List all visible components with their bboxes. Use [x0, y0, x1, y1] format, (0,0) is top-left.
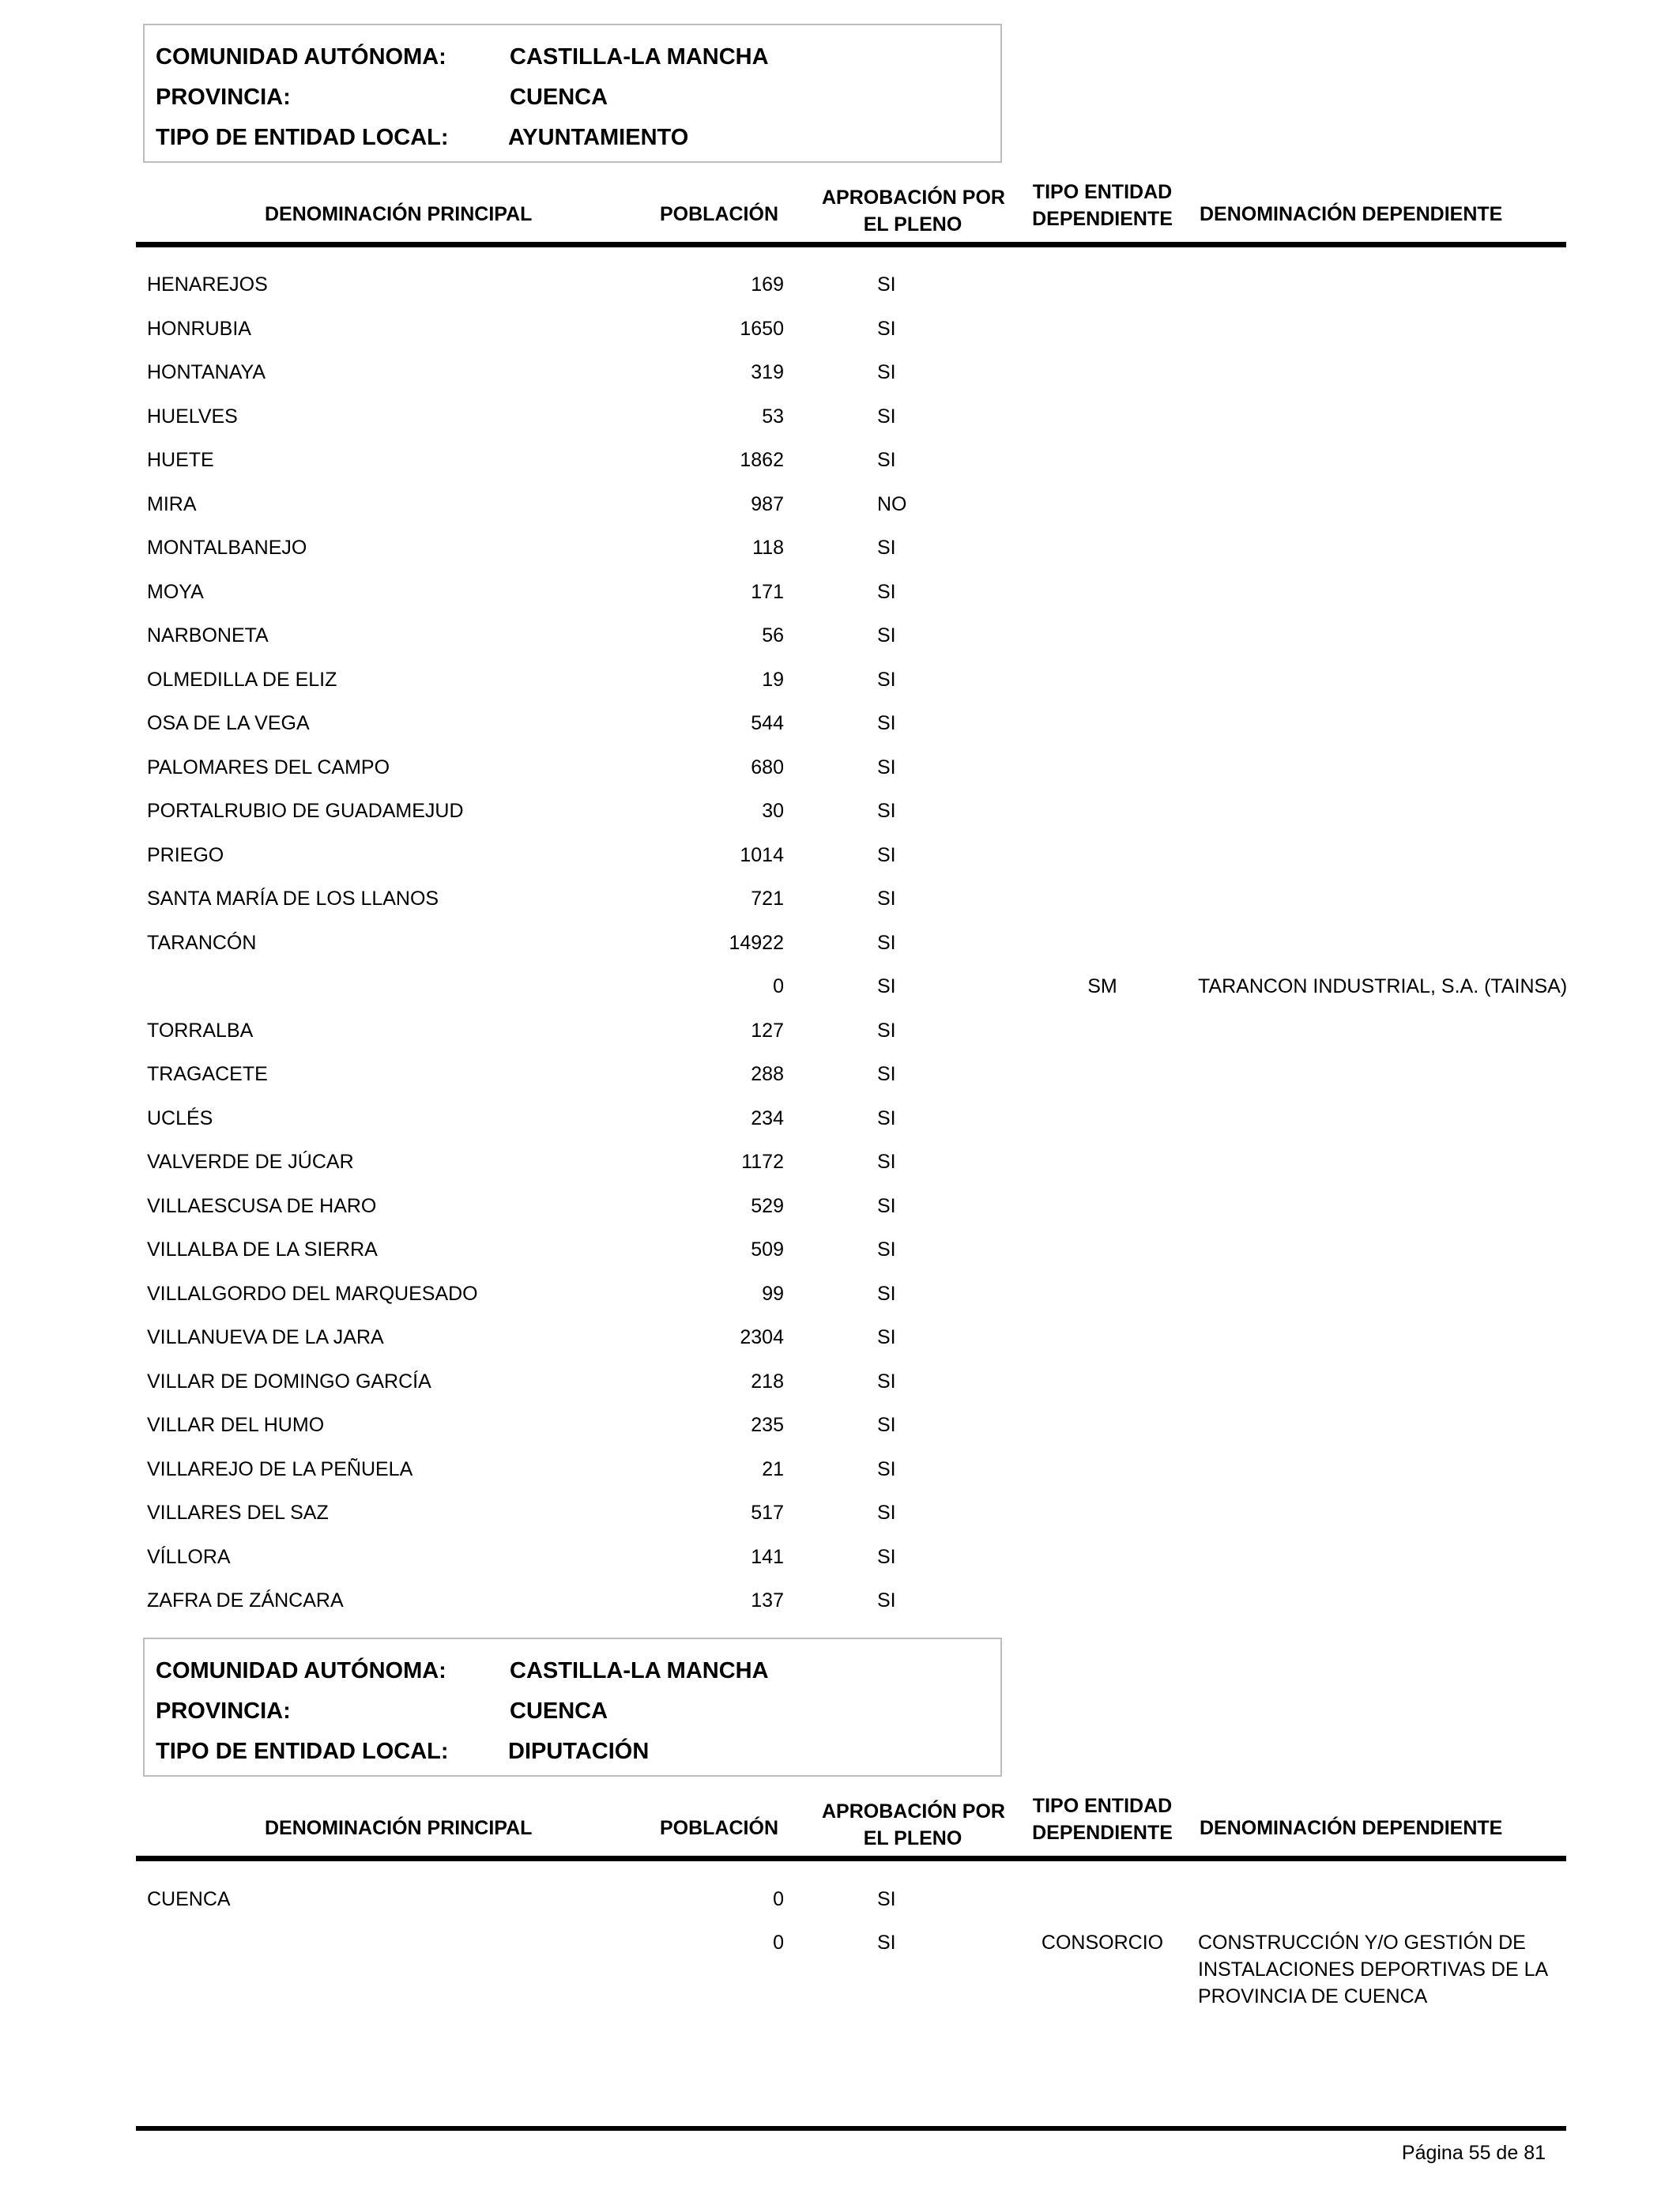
comunidad-row: [156, 1655, 993, 1687]
cell-poblacion: 288: [751, 1063, 784, 1085]
table-row: [0, 1456, 1680, 1499]
header-poblacion: POBLACIÓN: [660, 1817, 778, 1839]
cell-poblacion: 1172: [741, 1151, 784, 1173]
cell-denominacion: MONTALBANEJO: [147, 537, 307, 559]
cell-poblacion: 509: [751, 1238, 784, 1261]
cell-aprobacion: SI: [877, 756, 896, 778]
cell-aprobacion: SI: [877, 1326, 896, 1348]
header-denominacion-dependiente: DENOMINACIÓN DEPENDIENTE: [1200, 1817, 1503, 1839]
cell-denominacion: HUELVES: [147, 405, 238, 428]
table-row: [0, 1280, 1680, 1324]
cell-aprobacion: SI: [877, 1502, 896, 1524]
cell-denominacion: CUENCA: [147, 1888, 231, 1910]
table-row: [0, 666, 1680, 710]
cell-denominacion: PORTALRUBIO DE GUADAMEJUD: [147, 800, 464, 822]
cell-aprobacion: SI: [877, 668, 896, 691]
cell-denominacion: HENAREJOS: [147, 273, 268, 296]
header-aprobacion: [822, 1798, 1004, 1852]
table-row: [0, 1324, 1680, 1367]
cell-poblacion: 0: [773, 1932, 784, 1954]
footer-divider: [136, 2126, 1566, 2131]
cell-denominacion: VILLAESCUSA DE HARO: [147, 1194, 377, 1217]
table-row: [0, 754, 1680, 797]
cell-aprobacion: SI: [877, 1151, 896, 1173]
comunidad-label: COMUNIDAD AUTÓNOMA:: [156, 44, 446, 70]
cell-denominacion: VILLANUEVA DE LA JARA: [147, 1326, 384, 1348]
cell-poblacion: 169: [751, 273, 784, 296]
cell-denominacion: VALVERDE DE JÚCAR: [147, 1151, 354, 1173]
cell-poblacion: 987: [751, 492, 784, 515]
cell-poblacion: 171: [751, 580, 784, 603]
cell-denominacion: VILLALGORDO DEL MARQUESADO: [147, 1282, 478, 1305]
cell-denominacion: VILLAR DEL HUMO: [147, 1414, 325, 1436]
header-aprobacion-line1: APROBACIÓN POR: [822, 187, 1005, 209]
table-row: [0, 1105, 1680, 1148]
cell-aprobacion: SI: [877, 712, 896, 734]
cell-aprobacion: SI: [877, 317, 896, 340]
cell-poblacion: 235: [751, 1414, 784, 1436]
cell-poblacion: 680: [751, 756, 784, 778]
cell-denominacion: TRAGACETE: [147, 1063, 268, 1085]
cell-denominacion: OSA DE LA VEGA: [147, 712, 310, 734]
cell-denominacion: SANTA MARÍA DE LOS LLANOS: [147, 888, 439, 910]
table-row: [0, 973, 1680, 1016]
cell-aprobacion: SI: [877, 580, 896, 603]
cell-poblacion: 517: [751, 1502, 784, 1524]
header-divider: [136, 1856, 1566, 1861]
header-denominacion-dependiente: DENOMINACIÓN DEPENDIENTE: [1200, 203, 1503, 225]
cell-aprobacion: SI: [877, 1063, 896, 1085]
table-row: [0, 447, 1680, 490]
table-row: [0, 1929, 1680, 2016]
cell-aprobacion: SI: [877, 1019, 896, 1042]
cell-aprobacion: SI: [877, 1457, 896, 1480]
header-poblacion: POBLACIÓN: [660, 203, 778, 225]
table-row: [0, 1061, 1680, 1104]
cell-aprobacion: NO: [877, 492, 907, 515]
tipo-entidad-label: TIPO DE ENTIDAD LOCAL:: [156, 125, 449, 150]
cell-poblacion: 218: [751, 1370, 784, 1393]
page-number: Página 55 de 81: [1401, 2142, 1546, 2164]
provincia-label: PROVINCIA:: [156, 1698, 291, 1724]
comunidad-value: CASTILLA-LA MANCHA: [510, 1658, 769, 1683]
cell-poblacion: 56: [762, 624, 784, 647]
cell-denominacion: MIRA: [147, 492, 197, 515]
cell-aprobacion: SI: [877, 843, 896, 866]
table-row: [0, 622, 1680, 665]
cell-poblacion: 141: [751, 1545, 784, 1568]
table-row: [0, 491, 1680, 534]
cell-aprobacion: SI: [877, 1194, 896, 1217]
cell-tipo: SM: [1087, 975, 1117, 997]
table-row: [0, 710, 1680, 753]
table-row: [0, 1886, 1680, 1929]
header-aprobacion: [822, 184, 1004, 238]
cell-aprobacion: SI: [877, 1414, 896, 1436]
cell-aprobacion: SI: [877, 1370, 896, 1393]
tipo-entidad-row: [156, 122, 993, 153]
header-tipo-line2: DEPENDIENTE: [1032, 208, 1173, 230]
table-row: [0, 271, 1680, 315]
table-row: [0, 359, 1680, 402]
cell-denominacion: VILLALBA DE LA SIERRA: [147, 1238, 378, 1261]
cell-poblacion: 0: [773, 1888, 784, 1910]
table-row: [0, 885, 1680, 929]
table-row: [0, 579, 1680, 622]
header-tipo-line1: TIPO ENTIDAD: [1032, 1795, 1173, 1817]
cell-aprobacion: SI: [877, 537, 896, 559]
cell-poblacion: 529: [751, 1194, 784, 1217]
cell-poblacion: 19: [762, 668, 784, 691]
cell-denominacion: ZAFRA DE ZÁNCARA: [147, 1589, 344, 1612]
cell-denominacion: PRIEGO: [147, 843, 224, 866]
header-aprobacion-line1: APROBACIÓN POR: [822, 1800, 1005, 1823]
cell-denominacion: UCLÉS: [147, 1106, 213, 1129]
table-row: [0, 797, 1680, 841]
entity-info-box: [143, 1638, 1002, 1777]
cell-aprobacion: SI: [877, 1589, 896, 1612]
cell-denominacion: HONTANAYA: [147, 361, 266, 383]
cell-tipo: CONSORCIO: [1041, 1932, 1164, 1954]
cell-aprobacion: SI: [877, 449, 896, 471]
header-tipo-entidad: [1023, 1793, 1181, 1846]
header-aprobacion-line2: EL PLENO: [863, 213, 962, 236]
table-row: [0, 1412, 1680, 1455]
table-row: [0, 842, 1680, 885]
provincia-label: PROVINCIA:: [156, 85, 291, 110]
cell-poblacion: 118: [752, 537, 784, 559]
provincia-value: CUENCA: [510, 85, 608, 110]
cell-denominacion: MOYA: [147, 580, 204, 603]
cell-poblacion: 127: [751, 1019, 784, 1042]
table-row: [0, 1544, 1680, 1587]
table-row: [0, 929, 1680, 973]
table-row: [0, 1148, 1680, 1192]
table-row: [0, 1236, 1680, 1280]
table-row: [0, 1193, 1680, 1236]
comunidad-row: [156, 41, 993, 73]
cell-aprobacion: SI: [877, 361, 896, 383]
provincia-row: [156, 1695, 993, 1727]
cell-aprobacion: SI: [877, 1545, 896, 1568]
cell-poblacion: 1862: [740, 449, 784, 471]
cell-denominacion: VILLAR DE DOMINGO GARCÍA: [147, 1370, 431, 1393]
table-row: [0, 403, 1680, 447]
cell-aprobacion: SI: [877, 273, 896, 296]
table-row: [0, 315, 1680, 359]
cell-aprobacion: SI: [877, 624, 896, 647]
cell-denominacion: TARANCÓN: [147, 931, 257, 954]
cell-poblacion: 21: [762, 1457, 784, 1480]
cell-poblacion: 319: [751, 361, 784, 383]
cell-aprobacion: SI: [877, 1888, 896, 1910]
header-tipo-entidad: [1023, 179, 1181, 232]
cell-aprobacion: SI: [877, 1238, 896, 1261]
cell-denominacion: VILLAREJO DE LA PEÑUELA: [147, 1457, 413, 1480]
header-divider: [136, 242, 1566, 247]
provincia-row: [156, 81, 993, 113]
table-row: [0, 1499, 1680, 1543]
cell-dependiente: CONSTRUCCIÓN Y/O GESTIÓN DE INSTALACIONES DEPORTIVAS DE LA PROVINCIA DE CUENCA: [1198, 1932, 1547, 2007]
tipo-entidad-row: [156, 1736, 993, 1767]
table-row: [0, 1368, 1680, 1412]
cell-aprobacion: SI: [877, 800, 896, 822]
cell-denominacion: HUETE: [147, 449, 214, 471]
cell-aprobacion: SI: [877, 931, 896, 954]
provincia-value: CUENCA: [510, 1698, 608, 1724]
cell-denominacion: PALOMARES DEL CAMPO: [147, 756, 390, 778]
cell-dependiente: TARANCON INDUSTRIAL, S.A. (TAINSA): [1198, 975, 1568, 997]
cell-poblacion: 53: [762, 405, 784, 428]
cell-poblacion: 30: [762, 800, 784, 822]
table-row: [0, 1017, 1680, 1061]
cell-poblacion: 99: [762, 1282, 784, 1305]
cell-denominacion: VILLARES DEL SAZ: [147, 1502, 329, 1524]
header-denominacion-principal: DENOMINACIÓN PRINCIPAL: [265, 1817, 533, 1839]
cell-poblacion: 544: [751, 712, 784, 734]
cell-denominacion: NARBONETA: [147, 624, 269, 647]
cell-poblacion: 14922: [729, 931, 784, 954]
cell-aprobacion: SI: [877, 888, 896, 910]
tipo-entidad-value: DIPUTACIÓN: [508, 1739, 650, 1764]
header-tipo-line2: DEPENDIENTE: [1032, 1822, 1173, 1844]
header-tipo-line1: TIPO ENTIDAD: [1032, 181, 1173, 203]
cell-denominacion: HONRUBIA: [147, 317, 251, 340]
cell-aprobacion: SI: [877, 405, 896, 428]
cell-denominacion: TORRALBA: [147, 1019, 254, 1042]
cell-poblacion: 1650: [740, 317, 784, 340]
cell-aprobacion: SI: [877, 1932, 896, 1954]
entity-info-box: [143, 24, 1002, 163]
cell-denominacion: VÍLLORA: [147, 1545, 231, 1568]
comunidad-label: COMUNIDAD AUTÓNOMA:: [156, 1658, 446, 1683]
cell-poblacion: 137: [751, 1589, 784, 1612]
comunidad-value: CASTILLA-LA MANCHA: [510, 44, 769, 70]
table-row: [0, 534, 1680, 578]
cell-aprobacion: SI: [877, 1282, 896, 1305]
table-row: [0, 1587, 1680, 1630]
cell-poblacion: 721: [751, 888, 784, 910]
cell-denominacion: OLMEDILLA DE ELIZ: [147, 668, 337, 691]
tipo-entidad-value: AYUNTAMIENTO: [508, 125, 689, 150]
header-aprobacion-line2: EL PLENO: [863, 1827, 962, 1849]
cell-poblacion: 1014: [740, 843, 784, 866]
cell-poblacion: 0: [773, 975, 784, 997]
tipo-entidad-label: TIPO DE ENTIDAD LOCAL:: [156, 1739, 449, 1764]
cell-poblacion: 2304: [740, 1326, 784, 1348]
cell-aprobacion: SI: [877, 1106, 896, 1129]
header-denominacion-principal: DENOMINACIÓN PRINCIPAL: [265, 203, 533, 225]
cell-aprobacion: SI: [877, 975, 896, 997]
cell-poblacion: 234: [751, 1106, 784, 1129]
